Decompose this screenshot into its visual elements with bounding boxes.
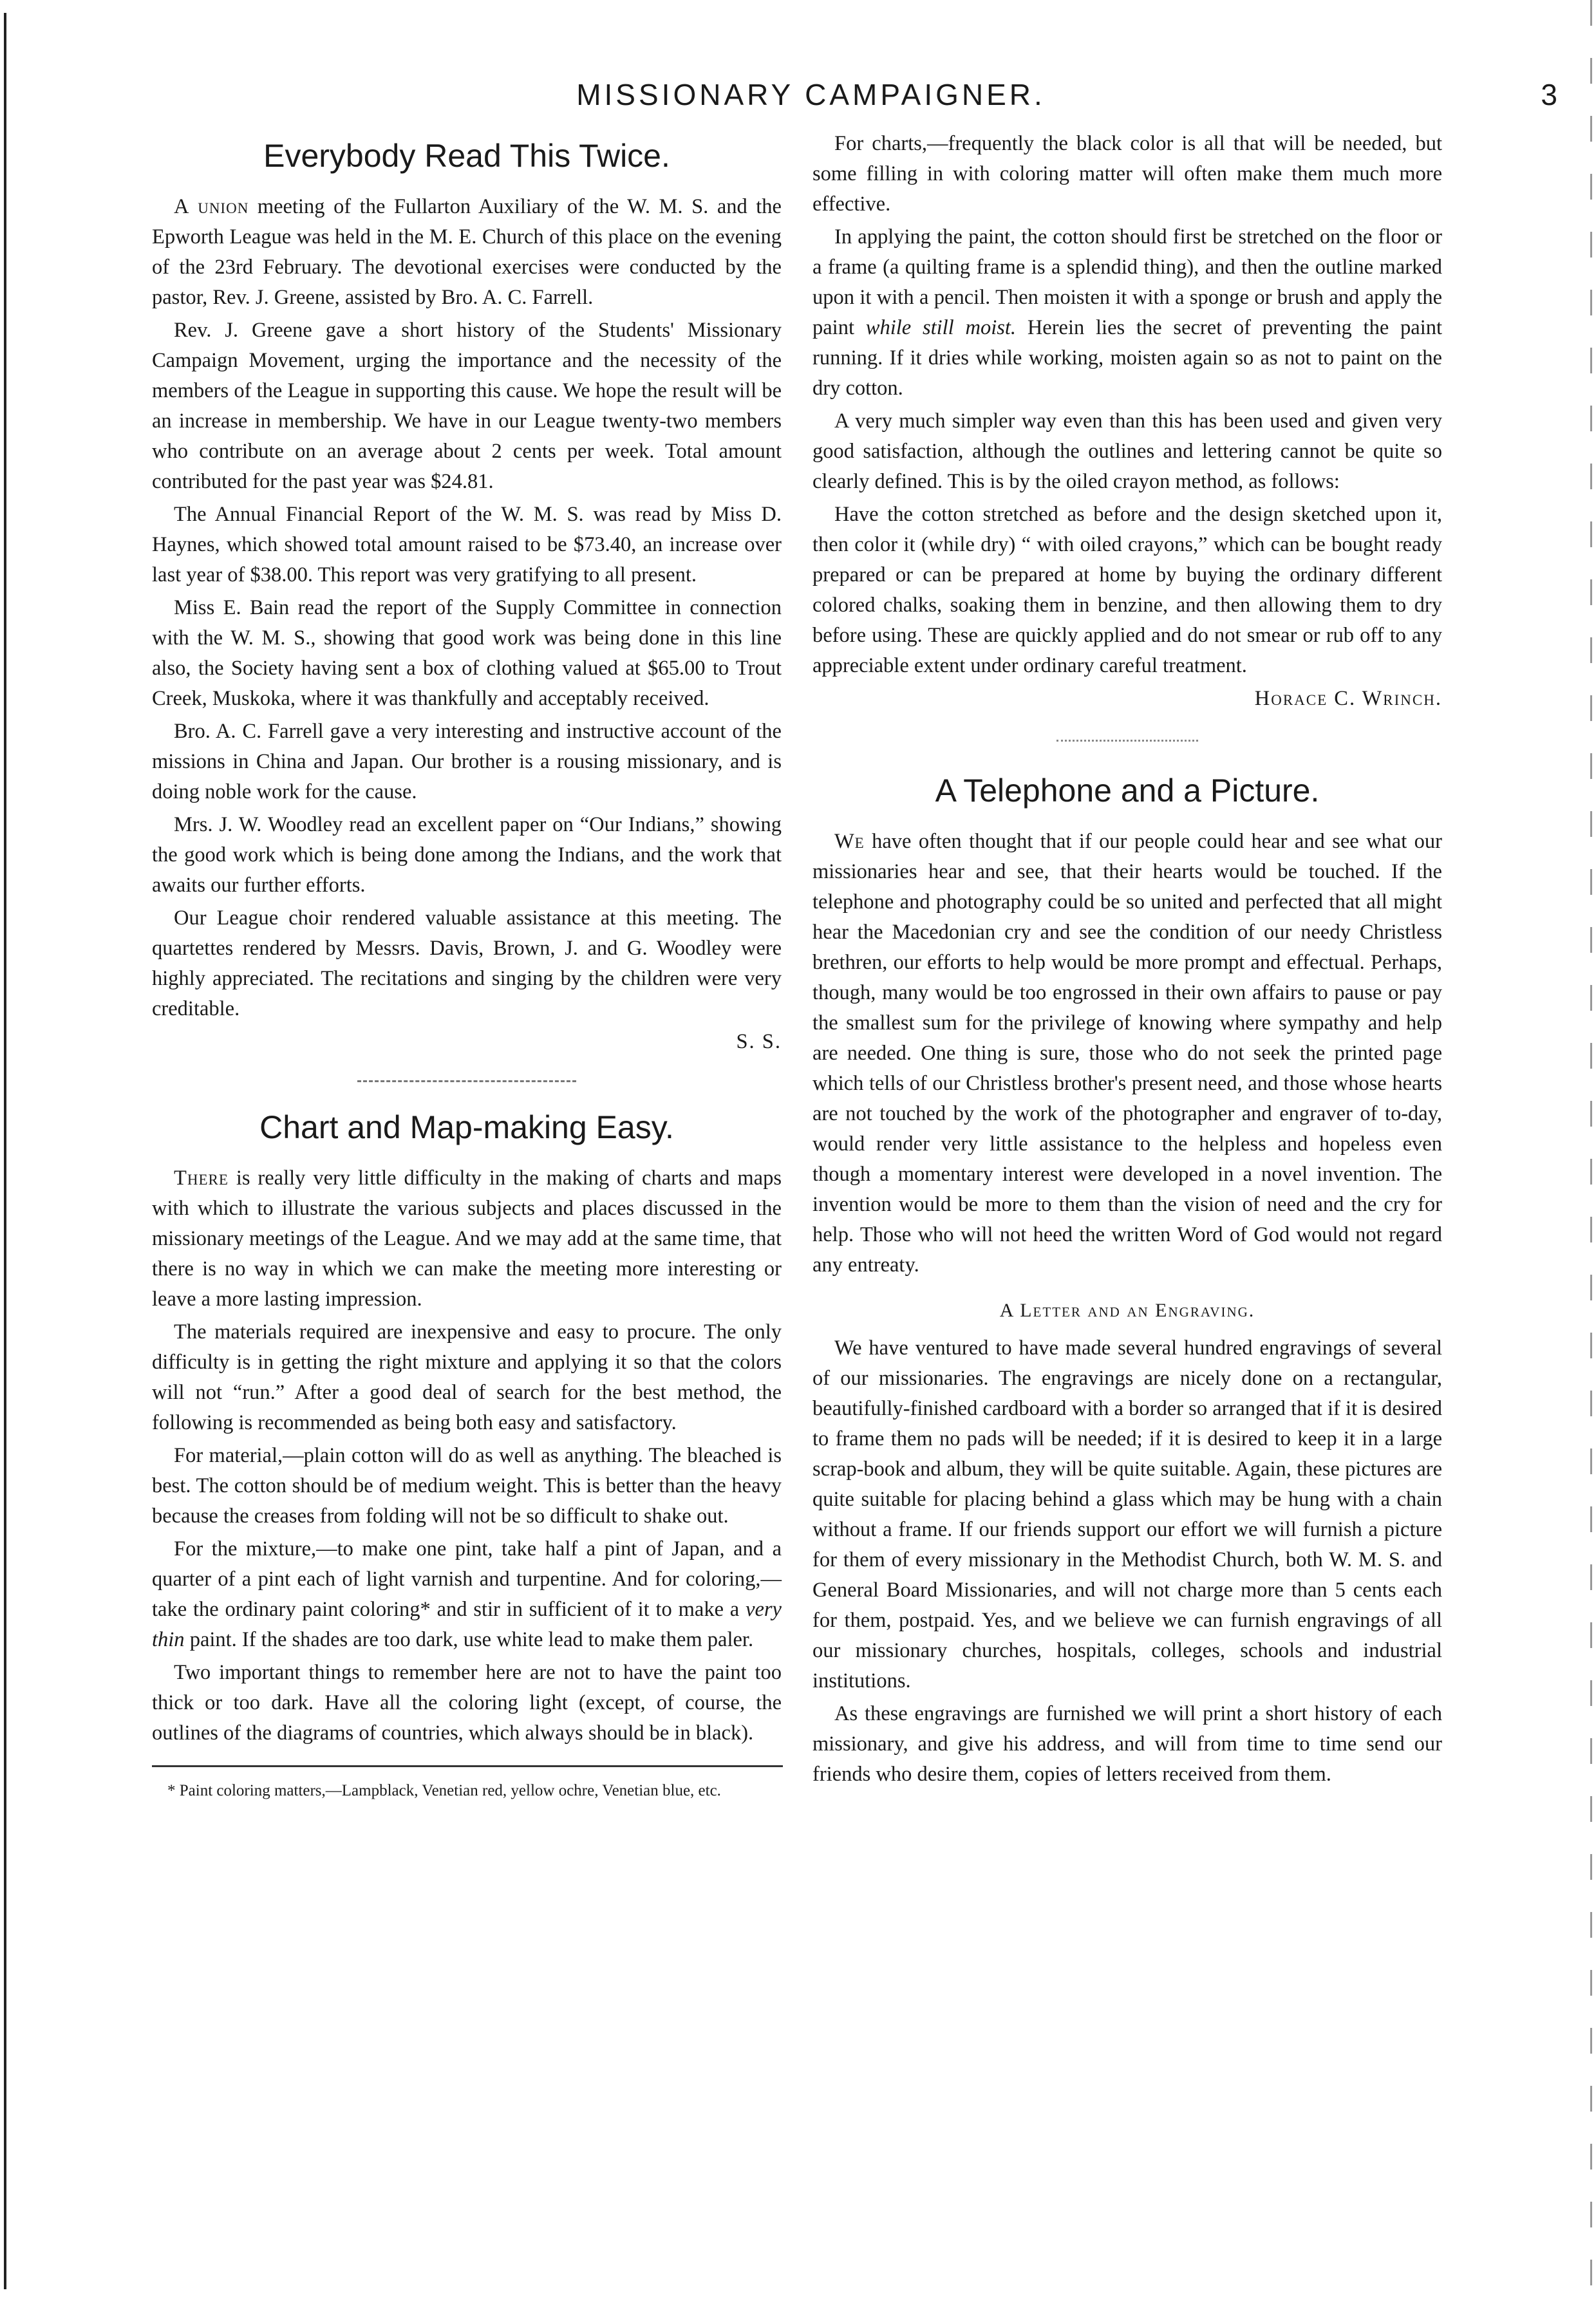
paragraph: Mrs. J. W. Woodley read an excellent paper on “Our Indians,” showing the good work which is being done among the Indians, and the work that awaits our further efforts. bbox=[152, 813, 782, 897]
paragraph-text: For the mixture,—to make one pint, take half a pint of Japan, and a quarter of a pint each of light varnish and turpentine. And for coloring,—take the ordinary paint coloring* and stir in sufficient of it to make a bbox=[152, 1537, 782, 1621]
article-title: A Telephone and a Picture. bbox=[935, 773, 1320, 809]
page-binding-edge bbox=[4, 13, 6, 2289]
left-column bbox=[152, 129, 782, 1804]
author-signature: Horace C. Wrinch. bbox=[1254, 687, 1442, 710]
article-chart-map-making-continued bbox=[812, 129, 1442, 714]
paragraph: Miss E. Bain read the report of the Supply Committee in connection with the W. M. S., showing that good work was being done in this line also, the Society having sent a box of clothing valued at $65.00 to Trout Creek, Muskoka, where it was thankfully and acceptably received. bbox=[152, 596, 782, 710]
paragraph-text: have often thought that if our people could hear and see what our missionaries hear and see, that their hearts would be touched. If the telephone and photography could be so united and perfected that all might hear the Macedonian cry and see the condition of our needy Christless brethren, our efforts to help would be more prompt and effectual. Perhaps, though, many would be too engrossed in their own affairs to pause or pay the smallest sum for the privilege of knowing where sympathy and help are needed. One thing is sure, those who do not seek the printed page which tells of our Christless brother's present need, and those whose hearts are not touched by the work of the photographer and engraver of to-day, would render very little assistance to the helpless and hopeless even though a momentary interest were developed in a novel invention. The invention would be more to them than the vision of need and the cry for help. Those who will not heed the written Word of God would not regard any entreaty. bbox=[812, 830, 1442, 1277]
paragraph bbox=[812, 827, 1442, 1280]
emphasis: while still moist. bbox=[865, 316, 1017, 339]
paragraph: The Annual Financial Report of the W. M. S. was read by Miss D. Haynes, which showed total amount raised to be $73.40, an increase over last year of $38.00. This report was very gratifying to all present. bbox=[152, 503, 782, 586]
paragraph: We have ventured to have made several hundred engravings of several of our missionaries. The engravings are nicely done on a rectangular, beautifully-finished cardboard with a border so arranged that if it is desired to frame them no pads will be needed; if it is desired to keep it in a large scrap-book and album, they will be quite suitable. Again, these pictures are quite suitable for placing behind a glass which may be hung with a chain without a frame. If our friends support our effort we will furnish a picture for them of every missionary in the Methodist Church, both W. M. S. and General Board Missionaries, and will not charge more than 5 cents each for them, postpaid. Yes, and we believe we can furnish engravings of all our missionary churches, hospitals, colleges, schools and industrial institutions. bbox=[812, 1336, 1442, 1692]
lead-in: There bbox=[174, 1167, 229, 1190]
article-telephone-picture bbox=[812, 771, 1442, 1790]
article-title: Chart and Map-making Easy. bbox=[259, 1109, 674, 1145]
section-divider bbox=[357, 1080, 576, 1082]
running-header bbox=[0, 72, 1596, 117]
paragraph: Our League choir rendered valuable assistance at this meeting. The quartettes rendered by Messrs. Davis, Brown, J. and G. Woodley were highly appreciated. The recitations and singing by the children were very creditable. bbox=[152, 906, 782, 1020]
paragraph-text: is really very little difficulty in the making of charts and maps with which to illustrate the various subjects and places discussed in the missionary meetings of the League. And we may add at the same time, that there is no way in which we can make the meeting more interesting or leave a more lasting impression. bbox=[152, 1167, 782, 1311]
article-everybody-read bbox=[152, 136, 782, 1057]
paragraph: For charts,—frequently the black color is all that will be needed, but some filling in with coloring matter will often make them much more effective. bbox=[812, 132, 1442, 216]
footnote: * Paint coloring matters,—Lampblack, Venetian red, yellow ochre, Venetian blue, etc. bbox=[167, 1782, 721, 1799]
section-divider bbox=[1056, 740, 1198, 742]
page-right-edge bbox=[1590, 0, 1592, 2315]
paragraph: As these engravings are furnished we will print a short history of each missionary, and give his address, and will from time to time send our friends who desire them, copies of letters received from them. bbox=[812, 1702, 1442, 1786]
section-subtitle: A Letter and an Engraving. bbox=[999, 1300, 1255, 1321]
paragraph-text: meeting of the Fullarton Auxiliary of the W. M. S. and the Epworth League was held in the M. E. Church of this place on the evening of the 23rd February. The devotional exercises were conducted by the pastor, Rev. J. Greene, assisted by Bro. A. C. Farrell. bbox=[152, 195, 782, 309]
footnote-rule bbox=[152, 1765, 783, 1767]
lead-in: We bbox=[834, 830, 865, 853]
right-column bbox=[812, 129, 1442, 1792]
paragraph-text: In applying the paint, the cotton should first be stretched on the floor or a frame (a quilting frame is a splendid thing), and then the outline marked upon it with a pencil. Then moisten it with a sponge or brush and apply the paint bbox=[812, 225, 1442, 339]
lead-in: A union bbox=[174, 195, 249, 218]
publication-title: MISSIONARY CAMPAIGNER. bbox=[576, 78, 1046, 111]
paragraph bbox=[152, 1163, 782, 1315]
paragraph: For material,—plain cotton will do as well as anything. The bleached is best. The cotton should be of medium weight. This is better than the heavy because the creases from folding will not be so difficult to shake out. bbox=[152, 1444, 782, 1528]
article-title: Everybody Read This Twice. bbox=[263, 138, 670, 174]
page-number: 3 bbox=[1541, 78, 1557, 111]
emphasis: very thin bbox=[152, 1598, 782, 1651]
paragraph bbox=[812, 222, 1442, 404]
paragraph-text: Herein lies the secret of preventing the paint running. If it dries while working, moisten again so as not to paint on the dry cotton. bbox=[812, 316, 1443, 400]
paragraph bbox=[152, 1534, 782, 1655]
paragraph: Bro. A. C. Farrell gave a very interesting and instructive account of the missions in China and Japan. Our brother is a rousing missionary, and is doing noble work for the cause. bbox=[152, 720, 782, 803]
author-signature: S. S. bbox=[736, 1030, 782, 1053]
paragraph: Have the cotton stretched as before and the design sketched upon it, then color it (while dry) “ with oiled crayons,” which can be bought ready prepared or can be prepared at home by buying the ordinary different colored chalks, soaking them in benzine, and then allowing them to dry before using. These are quickly applied and do not smear or rub off to any appreciable extent under ordinary careful treatment. bbox=[812, 503, 1442, 677]
paragraph: Two important things to remember here are not to have the paint too thick or too dark. Have all the coloring light (except, of course, the outlines of the diagrams of countries, which always should be in black). bbox=[152, 1661, 782, 1745]
paragraph bbox=[152, 192, 782, 313]
paragraph: Rev. J. Greene gave a short history of the Students' Missionary Campaign Movement, urging the importance and the necessity of the members of the League in supporting this cause. We hope the result will be an increase in membership. We have in our League twenty-two members who contribute on an average about 2 cents per week. Total amount contributed for the past year was $24.81. bbox=[152, 319, 782, 493]
paragraph: A very much simpler way even than this has been used and given very good satisfaction, although the outlines and lettering cannot be quite so clearly defined. This is by the oiled crayon method, as follows: bbox=[812, 409, 1442, 493]
paragraph: The materials required are inexpensive and easy to procure. The only difficulty is in getting the right mixture and applying it so that the colors will not “run.” After a good deal of search for the best method, the following is recommended as being both easy and satisfactory. bbox=[152, 1320, 782, 1434]
article-chart-map-making bbox=[152, 1108, 782, 1802]
paragraph-text: paint. If the shades are too dark, use white lead to make them paler. bbox=[184, 1628, 754, 1651]
